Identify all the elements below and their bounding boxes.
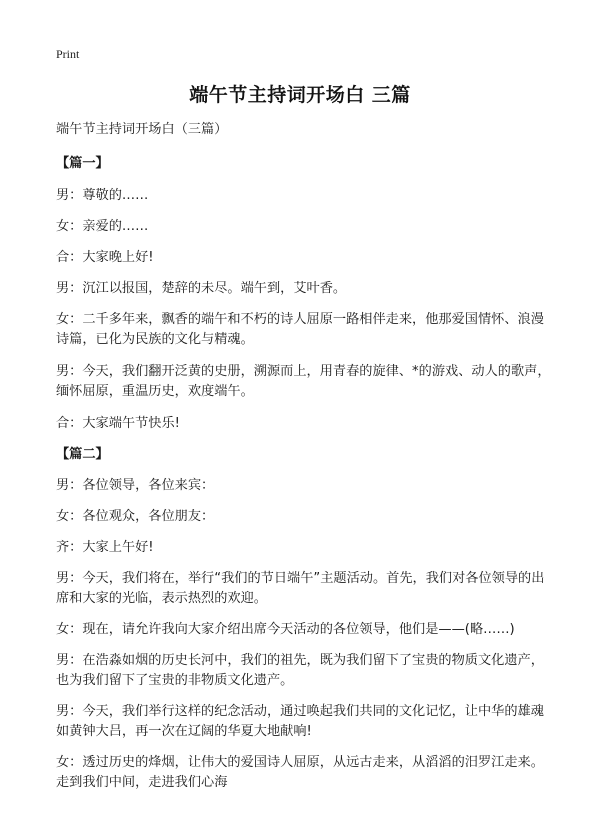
paragraph: 合：大家端午节快乐! xyxy=(56,416,180,431)
paragraph: 男：沉江以报国，楚辞的未尽。端午到，艾叶香。 xyxy=(56,281,347,296)
paragraph: 男：今天，我们将在，举行“我们的节日端午”主题活动。首先，我们对各位领导的出席和大家的光临，表示热烈的欢迎。 xyxy=(56,571,545,606)
paragraph: 女：透过历史的烽烟，让伟大的爱国诗人屈原，从远古走来，从滔滔的汨罗江走来。走到我们中间，走进我们心海 xyxy=(56,755,544,790)
paragraph: 女：各位观众，各位朋友： xyxy=(56,509,215,524)
paragraph: 齐：大家上午好! xyxy=(56,540,154,555)
paragraph: 男：尊敬的…… xyxy=(56,188,149,203)
section-heading: 【篇二】 xyxy=(56,447,109,462)
document-body xyxy=(56,120,551,793)
paragraph: 女：亲爱的…… xyxy=(56,219,149,234)
paragraph: 女：现在，请允许我向大家介绍出席今天活动的各位领导，他们是——(略……) xyxy=(56,622,515,637)
paragraph: 端午节主持词开场白（三篇） xyxy=(56,122,228,137)
paragraph: 男：今天，我们翻开泛黄的史册，溯源而上，用青春的旋律、*的游戏、动人的歌声，缅怀屈原，重温历史，欢度端午。 xyxy=(56,364,551,399)
paragraph: 女：二千多年来，飘香的端午和不朽的诗人屈原一路相伴走来，他那爱国情怀、浪漫诗篇，已化为民族的文化与精魂。 xyxy=(56,312,544,347)
paragraph: 男：各位领导，各位来宾： xyxy=(56,478,215,493)
section-heading: 【篇一】 xyxy=(56,156,109,171)
paragraph: 男：今天，我们举行这样的纪念活动，通过唤起我们共同的文化记忆，让中华的雄魂如黄钟大吕，再一次在辽阔的华夏大地献响! xyxy=(56,704,544,739)
paragraph: 合：大家晚上好! xyxy=(56,250,154,265)
paragraph: 男：在浩淼如烟的历史长河中，我们的祖先，既为我们留下了宝贵的物质文化遗产，也为我们留下了宝贵的非物质文化遗产。 xyxy=(56,653,544,688)
print-link[interactable]: Print xyxy=(56,47,80,61)
document-title: 端午节主持词开场白 三篇 xyxy=(189,84,411,106)
